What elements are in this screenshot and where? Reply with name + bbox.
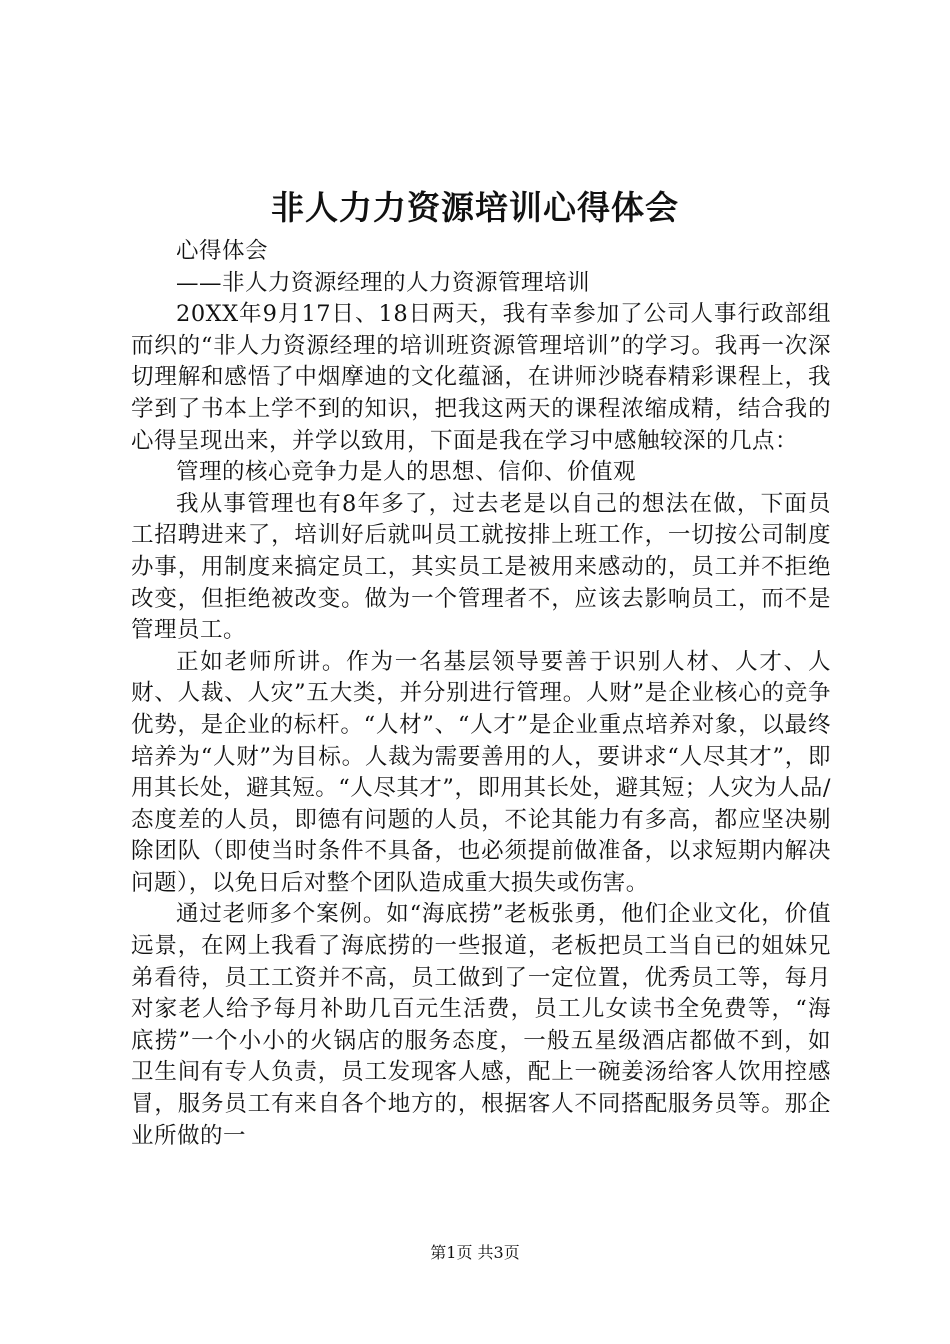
paragraph-heading: 心得体会 — [176, 238, 269, 264]
page-number-footer: 第1页 共3页 — [430, 1243, 520, 1262]
paragraph: 我从事管理也有8年多了，过去老是以自己的想法在做，下面员工招聘进来了，培训好后就叫员工就按排上班工作，一切按公司制度办事，用制度来搞定员工，其实员工是被用来感动的，员工并不拒绝改变，但拒绝被改变。做为一个管理者不，应该去影响员工，而不是管理员工。 — [131, 490, 831, 644]
document-body — [131, 236, 831, 1152]
paragraph-subtitle: ——非人力资源经理的人力资源管理培训 — [176, 269, 591, 296]
paragraph: 通过老师多个案例。如“海底捞”老板张勇，他们企业文化，价值远景，在网上我看了海底捞的一些报道，老板把员工当自已的姐妹兄弟看待，员工工资并不高，员工做到了一定位置，优秀员工等，每月对家老人给予每月补助几百元生活费，员工儿女读书全免费等，“海底捞”一个小小的火锅店的服务态度，一般五星级酒店都做不到，如卫生间有专人负责，员工发现客人感，配上一碗姜汤给客人饮用控感冒，服务员工有来自各个地方的，根据客人不同搭配服务员等。那企业所做的一 — [131, 901, 831, 1149]
paragraph: 正如老师所讲。作为一名基层领导要善于识别人材、人才、人财、人裁、人灾”五大类，并分别进行管理。人财”是企业核心的竞争优势，是企业的标杆。“人材”、“人才”是企业重点培养对象，以最终培养为“人财”为目标。人裁为需要善用的人，要讲求“人尽其才”，即用其长处，避其短。“人尽其才”，即用其长处，避其短；人灾为人品/态度差的人员，即德有问题的人员，不论其能力有多高，都应坚决剔除团队（即使当时条件不具备，也必须提前做准备，以求短期内解决问题），以免日后对整个团队造成重大损失或伤害。 — [131, 648, 831, 896]
paragraph: 20XX年9月17日、18日两天，我有幸参加了公司人事行政部组而织的“非人力资源经理的培训班资源管理培训”的学习。我再一次深切理解和感悟了中烟摩迪的文化蕴涵，在讲师沙晓春精彩课程上，我学到了书本上学不到的知识，把我这两天的课程浓缩成精，结合我的心得呈现出来，并学以致用，下面是我在学习中感触较深的几点： — [131, 301, 831, 454]
section-heading: 管理的核心竞争力是人的思想、信仰、价值观 — [176, 459, 637, 486]
document-title: 非人力力资源培训心得体会 — [271, 188, 679, 227]
